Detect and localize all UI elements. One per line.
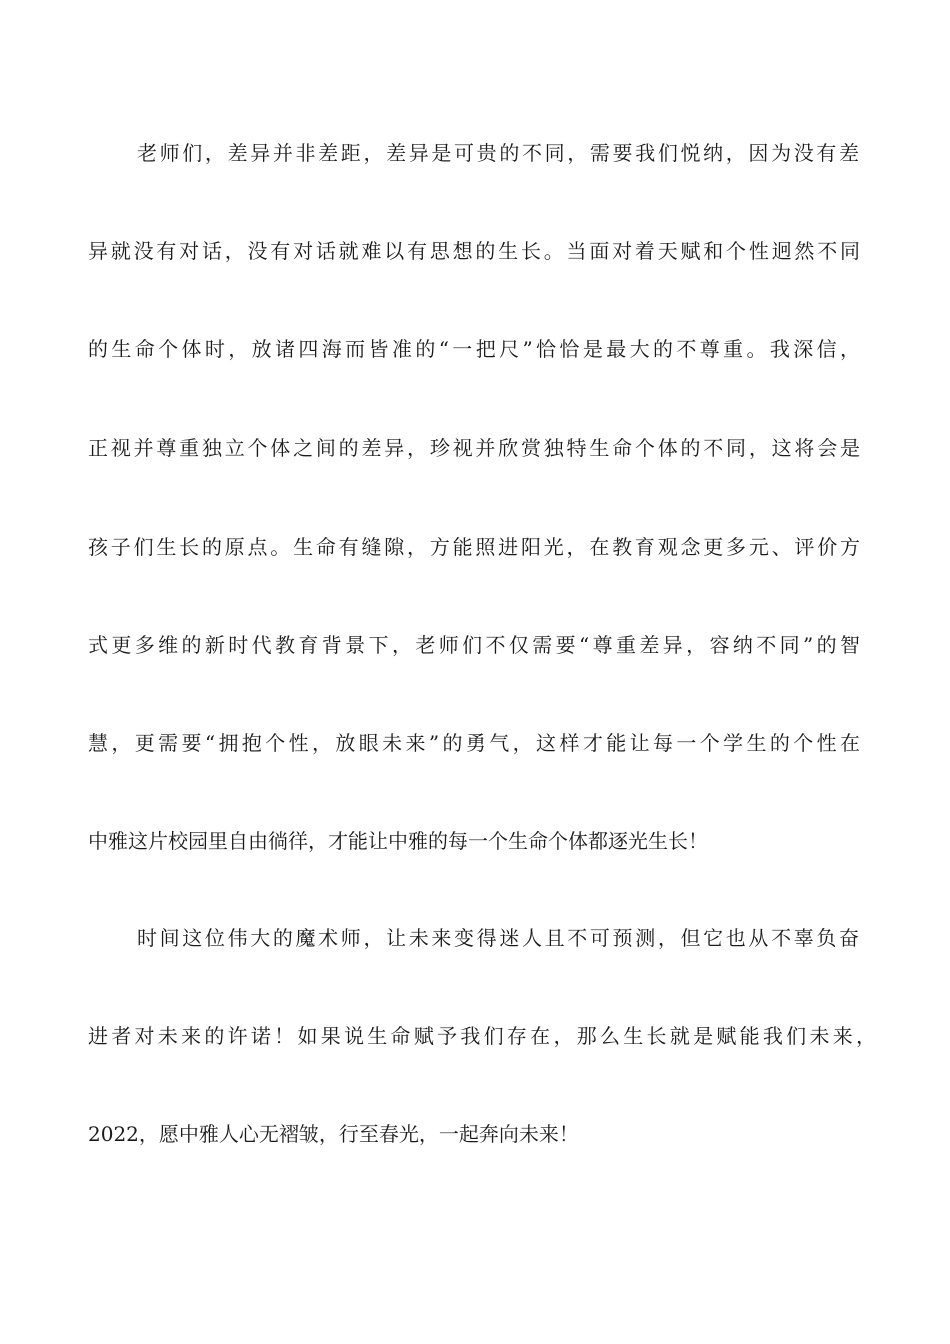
text-line: 的生命个体时，放诸四海而皆准的“一把尺”恰恰是最大的不尊重。我深信，: [88, 337, 860, 361]
text-line: 异就没有对话，没有对话就难以有思想的生长。当面对着天赋和个性迥然不同: [88, 239, 860, 263]
text-line: 时间这位伟大的魔术师，让未来变得迷人且不可预测，但它也从不辜负奋: [137, 926, 859, 950]
text-line: 孩子们生长的原点。生命有缝隙，方能照进阳光，在教育观念更多元、评价方: [88, 535, 860, 559]
text-line: 正视并尊重独立个体之间的差异，珍视并欣赏独特生命个体的不同，这将会是: [88, 436, 860, 460]
text-line: 式更多维的新时代教育背景下，老师们不仅需要“尊重差异，容纳不同”的智: [88, 633, 860, 657]
text-line: 2022，愿中雅人心无褶皱，行至春光，一起奔向未来！: [88, 1122, 579, 1146]
text-line: 老师们，差异并非差距，差异是可贵的不同，需要我们悦纳，因为没有差: [137, 141, 859, 165]
text-line: 进者对未来的许诺！如果说生命赋予我们存在，那么生长就是赋能我们未来，: [88, 1024, 876, 1048]
text-line: 中雅这片校园里自由徜徉，才能让中雅的每一个生命个体都逐光生长！: [88, 829, 708, 853]
text-line: 慧，更需要“拥抱个性，放眼未来”的勇气，这样才能让每一个学生的个性在: [88, 731, 860, 755]
